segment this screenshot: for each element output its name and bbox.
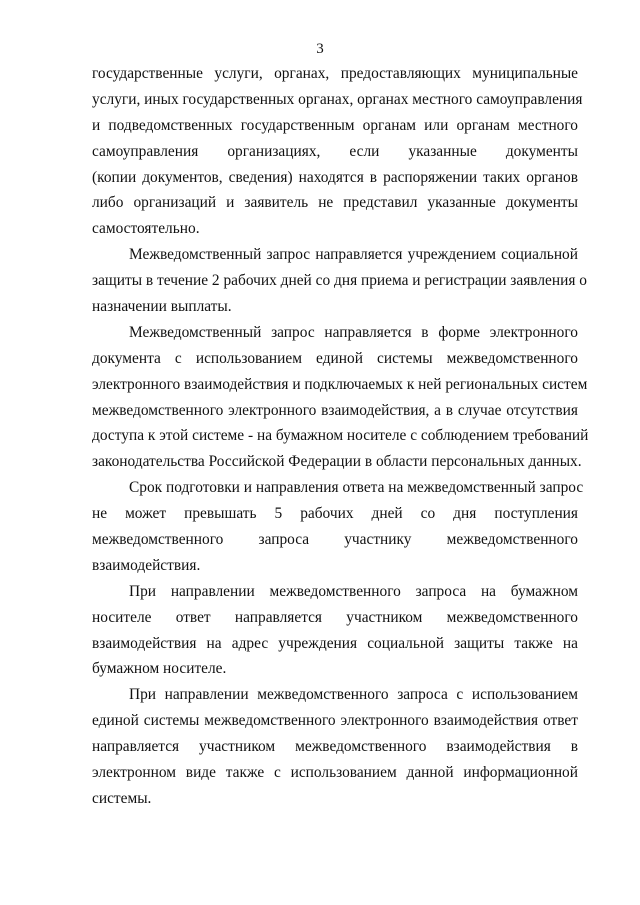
paragraph-paper-response [92, 579, 578, 683]
text-line: межведомственного запроса участнику межведомственного [92, 531, 578, 549]
text-line: Межведомственный запрос направляется в форме электронного [129, 323, 578, 341]
text-line: защиты в течение 2 рабочих дней со дня приема и регистрации заявления о [92, 272, 587, 290]
text-line: законодательства Российской Федерации в области персональных данных. [92, 453, 582, 471]
text-line: взаимодействия. [92, 556, 201, 574]
paragraph-request-form [92, 320, 589, 475]
text-line: самостоятельно. [92, 220, 200, 238]
text-line: единой системы межведомственного электронного взаимодействия ответ [92, 712, 578, 730]
paragraph-electronic-response [92, 682, 578, 811]
text-line: (копии документов, сведения) находятся в распоряжении таких органов [92, 168, 578, 186]
text-line: услуги, иных государственных органах, органах местного самоуправления [92, 90, 583, 108]
text-line: взаимодействия на адрес учреждения социальной защиты также на [92, 634, 578, 652]
text-line: назначении выплаты. [92, 298, 232, 316]
document-body [92, 61, 589, 812]
text-line: системы. [92, 789, 152, 807]
text-line: При направлении межведомственного запроса на бумажном [129, 582, 578, 600]
paragraph-request-timing [92, 242, 587, 320]
page-number: 3 [316, 41, 324, 57]
text-line: электронном виде также с использованием данной информационной [92, 764, 578, 782]
text-line: носителе ответ направляется участником межведомственного [92, 608, 578, 626]
paragraph-continuation [92, 61, 583, 242]
text-line: Срок подготовки и направления ответа на межведомственный запрос [129, 479, 584, 497]
text-line: государственные услуги, органах, предоставляющих муниципальные [92, 65, 578, 82]
text-line: и подведомственных государственным органам или органам местного [92, 116, 578, 134]
text-line: бумажном носителе. [92, 660, 227, 678]
text-line: межведомственного электронного взаимодействия, а в случае отсутствия [92, 401, 578, 419]
text-line: Межведомственный запрос направляется учреждением социальной [129, 246, 578, 264]
text-line: направляется участником межведомственного взаимодействия в [92, 738, 578, 756]
text-line: либо организаций и заявитель не представил указанные документы [92, 194, 578, 212]
text-line: не может превышать 5 рабочих дней со дня поступления [92, 505, 578, 523]
paragraph-response-deadline [92, 475, 584, 579]
text-line: документа с использованием единой системы межведомственного [92, 349, 578, 367]
text-line: самоуправления организациях, если указанные документы [92, 142, 578, 160]
text-line: электронного взаимодействия и подключаемых к ней региональных систем [92, 375, 588, 393]
text-line: При направлении межведомственного запроса с использованием [129, 686, 578, 704]
text-line: доступа к этой системе - на бумажном носителе с соблюдением требований [92, 427, 589, 445]
